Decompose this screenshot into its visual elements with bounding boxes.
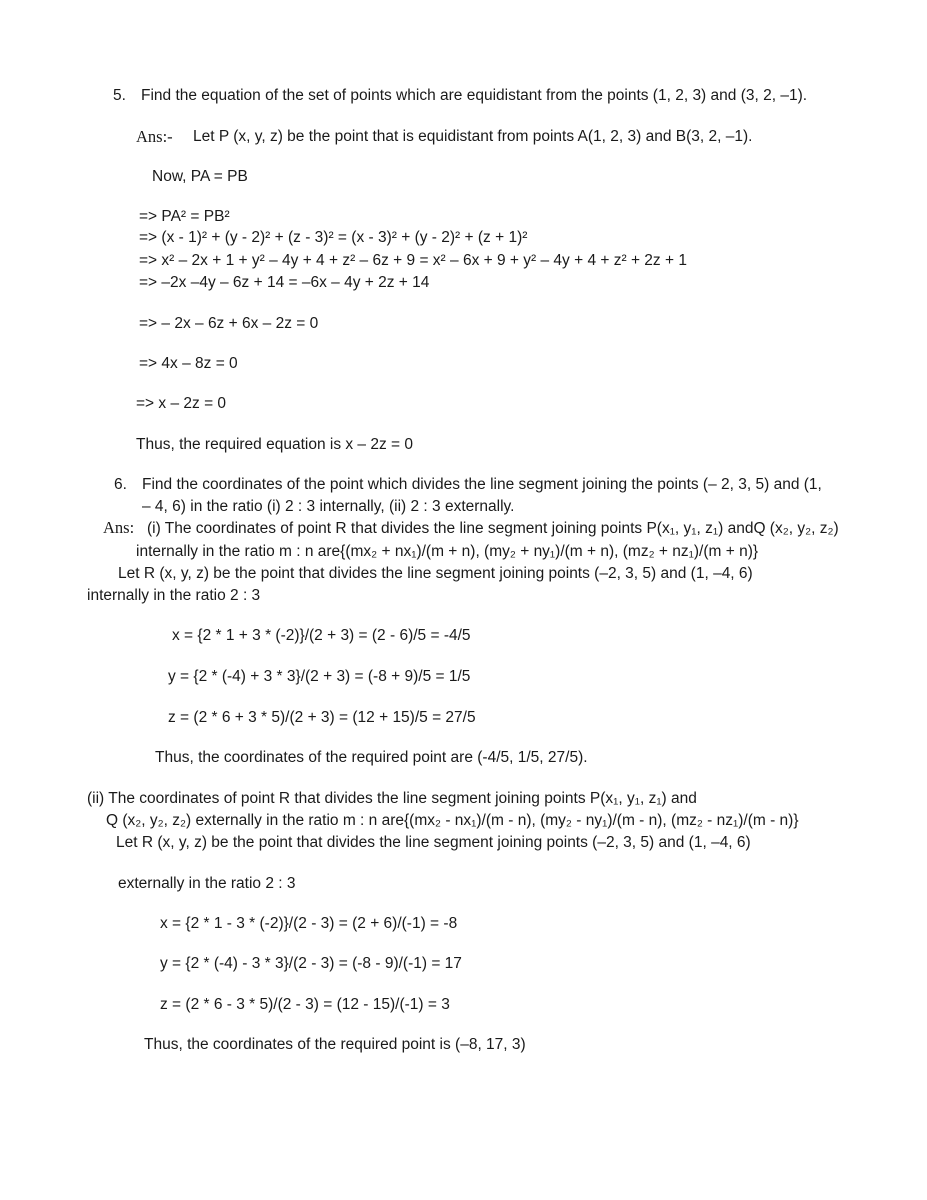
question-text: Find the coordinates of the point which divides the line segment joining the points (– 2, 3, 5) and (1,: [142, 476, 822, 493]
question-text: – 4, 6) in the ratio (i) 2 : 3 internally, (ii) 2 : 3 externally.: [142, 498, 515, 515]
z-equation: z = (2 * 6 - 3 * 5)/(2 - 3) = (12 - 15)/(-1) = 3: [160, 996, 450, 1013]
answer-label: Ans:-: [136, 127, 173, 146]
let-line: Let R (x, y, z) be the point that divides the line segment joining points (–2, 3, 5) and (1, –4, 6): [118, 565, 753, 582]
let-line: externally in the ratio 2 : 3: [118, 875, 296, 892]
question-text: Find the equation of the set of points which are equidistant from the points (1, 2, 3) and (3, 2, –1).: [141, 87, 808, 104]
formula-line: Q (x₂, y₂, z₂) externally in the ratio m : n are{(mx₂ - nx₁)/(m - n), (my₂ - ny₁)/(m - n), (mz₂ - nz₁)/(m - n)}: [106, 812, 799, 829]
conclusion: Thus, the coordinates of the required point are (-4/5, 1/5, 27/5).: [155, 749, 588, 766]
x-equation: x = {2 * 1 + 3 * (-2)}/(2 + 3) = (2 - 6)/5 = -4/5: [172, 627, 471, 644]
x-equation: x = {2 * 1 - 3 * (-2)}/(2 - 3) = (2 + 6)/(-1) = -8: [160, 915, 458, 932]
formula-line: (ii) The coordinates of point R that divides the line segment joining points P(x₁, y₁, z₁) and: [87, 790, 697, 807]
step-line: => PA² = PB²: [139, 208, 230, 225]
y-equation: y = {2 * (-4) - 3 * 3}/(2 - 3) = (-8 - 9)/(-1) = 17: [160, 955, 462, 972]
question-number: 6.: [114, 476, 127, 493]
let-line: internally in the ratio 2 : 3: [87, 587, 261, 604]
let-line: Let R (x, y, z) be the point that divides the line segment joining points (–2, 3, 5) and (1, –4, 6): [116, 834, 751, 851]
step-line: => x – 2z = 0: [136, 395, 227, 412]
step-line: => 4x – 8z = 0: [139, 355, 238, 372]
question-number: 5.: [113, 87, 126, 104]
answer-intro: Let P (x, y, z) be the point that is equidistant from points A(1, 2, 3) and B(3, 2, –1).: [193, 128, 753, 145]
step-line: Now, PA = PB: [152, 168, 248, 185]
y-equation: y = {2 * (-4) + 3 * 3}/(2 + 3) = (-8 + 9)/5 = 1/5: [168, 668, 471, 685]
formula-line: (i) The coordinates of point R that divides the line segment joining points P(x₁, y₁, z₁) andQ (x₂, y₂, z₂): [147, 520, 839, 537]
formula-line: internally in the ratio m : n are{(mx₂ + nx₁)/(m + n), (my₂ + ny₁)/(m + n), (mz₂ + nz₁)/(m + n)}: [136, 543, 759, 560]
answer-label: Ans:: [103, 518, 135, 537]
z-equation: z = (2 * 6 + 3 * 5)/(2 + 3) = (12 + 15)/5 = 27/5: [168, 709, 476, 726]
step-line: => x² – 2x + 1 + y² – 4y + 4 + z² – 6z + 9 = x² – 6x + 9 + y² – 4y + 4 + z² + 2z + 1: [139, 252, 687, 269]
step-line: => (x - 1)² + (y - 2)² + (z - 3)² = (x - 3)² + (y - 2)² + (z + 1)²: [139, 229, 528, 246]
step-line: => – 2x – 6z + 6x – 2z = 0: [139, 315, 319, 332]
conclusion: Thus, the required equation is x – 2z = 0: [136, 436, 414, 453]
step-line: => –2x –4y – 6z + 14 = –6x – 4y + 2z + 14: [139, 274, 430, 291]
conclusion: Thus, the coordinates of the required point is (–8, 17, 3): [144, 1036, 526, 1053]
